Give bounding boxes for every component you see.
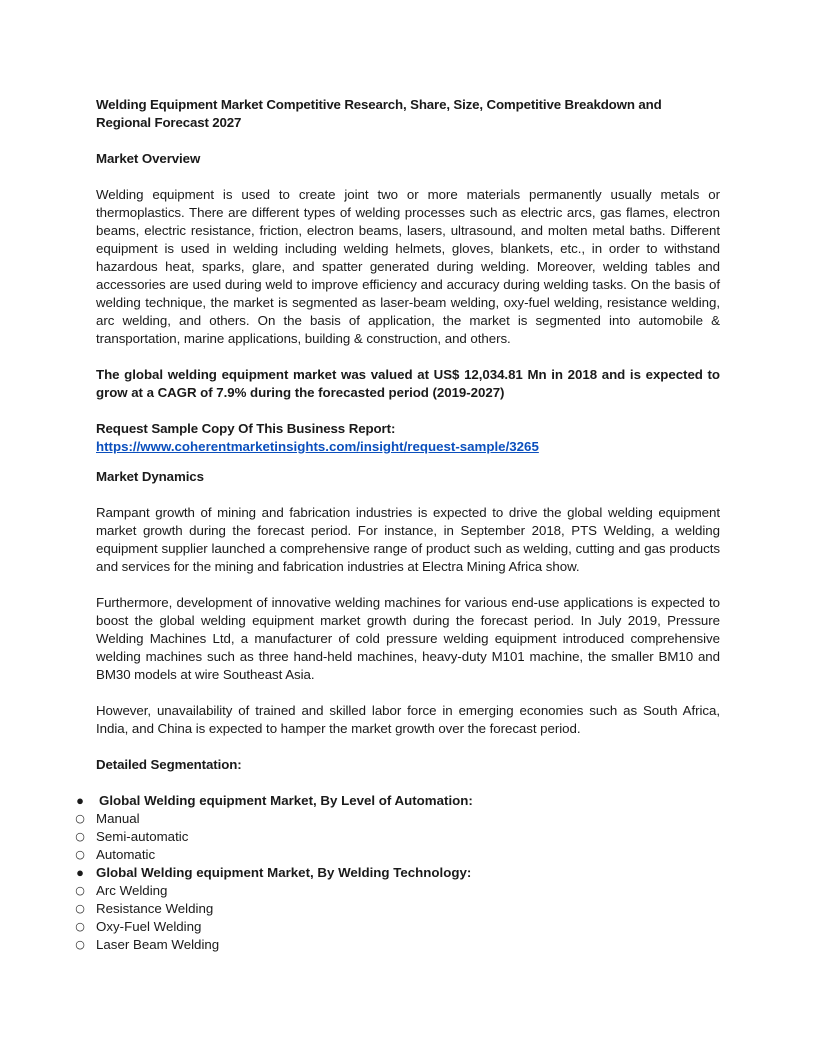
document-title: Welding Equipment Market Competitive Research, Share, Size, Competitive Breakdown and Regional Forecast 2027 [96, 97, 662, 130]
segmentation-heading: Detailed Segmentation: [96, 757, 242, 772]
list-item-label: Automatic [96, 847, 156, 862]
list-item-label: Resistance Welding [96, 901, 214, 916]
segment-group-label: Global Welding equipment Market, By Welding Technology: [96, 865, 472, 880]
circle-bullet-icon: ○ [75, 938, 85, 951]
list-item [75, 846, 720, 864]
segment-group-automation [76, 792, 720, 810]
circle-bullet-icon: ○ [75, 902, 85, 915]
list-item-label: Laser Beam Welding [96, 937, 220, 952]
request-sample-label: Request Sample Copy Of This Business Report: [96, 421, 396, 436]
circle-bullet-icon: ○ [75, 848, 85, 861]
list-item [75, 810, 720, 828]
market-value-highlight: The global welding equipment market was valued at US$ 12,034.81 Mn in 2018 and is expected to grow at a CAGR of 7.9% during the forecasted period (2019-2027) [96, 367, 720, 400]
list-item-label: Manual [96, 811, 140, 826]
market-overview-heading: Market Overview [96, 151, 201, 166]
list-item-label: Oxy-Fuel Welding [96, 919, 202, 934]
bullet-icon: ● [76, 865, 84, 880]
market-overview-paragraph: Welding equipment is used to create joint two or more materials permanently usually metals or thermoplastics. There are different types of welding processes such as electric arcs, gas flames, electron beams, electric resistance, friction, electron beams, lasers, ultrasound, and molten metal baths. Different equipment is used in welding including welding helmets, gloves, blankets, etc., in order to withstand hazardous heat, sparks, glare, and spatter generated during welding. Moreover, welding tables and accessories are used during weld to improve efficiency and accuracy during welding tasks. On the basis of welding technique, the market is segmented as laser-beam welding, oxy-fuel welding, resistance welding, arc welding, and others. On the basis of application, the market is segmented into automobile & transportation, marine applications, building & construction, and others. [96, 187, 720, 346]
market-dynamics-paragraph-2: Furthermore, development of innovative welding machines for various end-use applications is expected to boost the global welding equipment market growth during the forecast period. In July 2019, Pressure Welding Machines Ltd, a manufacturer of cold pressure welding equipment introduced comprehensive welding machines such as three hand-held machines, heavy-duty M101 machine, the smaller BM10 and BM30 models at wire Southeast Asia. [96, 595, 720, 682]
list-item [75, 882, 720, 900]
segment-group-technology [76, 864, 720, 882]
market-dynamics-heading: Market Dynamics [96, 469, 204, 484]
list-item [75, 828, 720, 846]
list-item-label: Semi-automatic [96, 829, 189, 844]
document-page [75, 96, 720, 954]
list-item [75, 900, 720, 918]
list-item [75, 936, 720, 954]
circle-bullet-icon: ○ [75, 884, 85, 897]
list-item [75, 918, 720, 936]
market-dynamics-paragraph-1: Rampant growth of mining and fabrication industries is expected to drive the global welding equipment market growth during the forecast period. For instance, in September 2018, PTS Welding, a welding equipment supplier launched a comprehensive range of product such as welding, cutting and gas products and services for the mining and fabrication industries at Electra Mining Africa show. [96, 505, 720, 574]
circle-bullet-icon: ○ [75, 812, 85, 825]
market-dynamics-paragraph-3: However, unavailability of trained and skilled labor force in emerging economies such as South Africa, India, and China is expected to hamper the market growth over the forecast period. [96, 703, 720, 736]
bullet-icon: ● [76, 793, 84, 808]
list-item-label: Arc Welding [96, 883, 168, 898]
segmentation-list [75, 792, 720, 954]
segment-group-label: Global Welding equipment Market, By Level of Automation: [99, 793, 473, 808]
circle-bullet-icon: ○ [75, 920, 85, 933]
circle-bullet-icon: ○ [75, 830, 85, 843]
request-sample-link[interactable]: https://www.coherentmarketinsights.com/insight/request-sample/3265 [96, 439, 539, 454]
